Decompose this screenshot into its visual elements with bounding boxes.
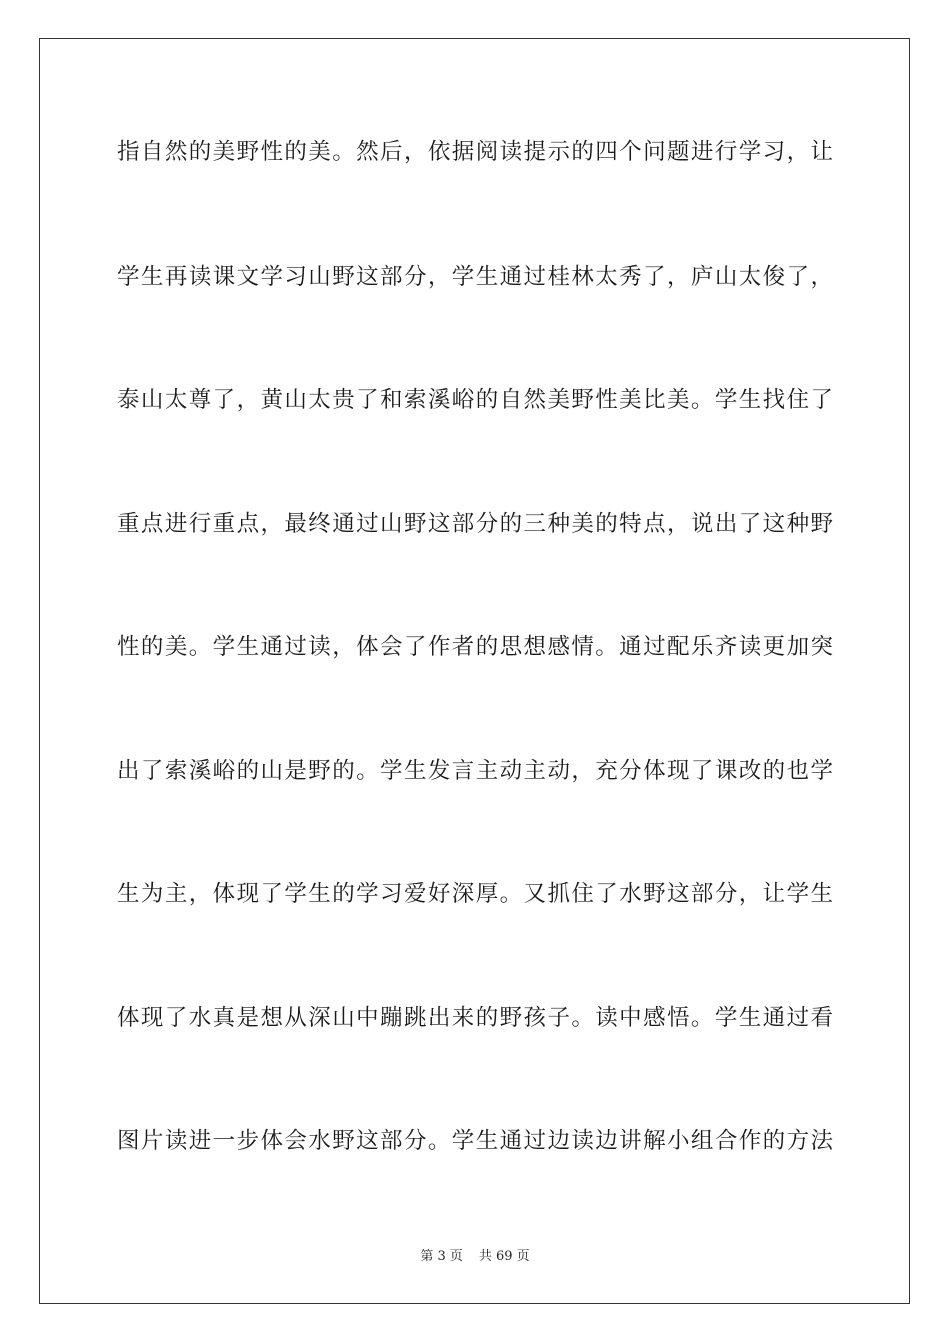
text-line: 生为主，体现了学生的学习爱好深厚。又抓住了水野这部分，让学生 [117,881,833,907]
text-line: 出了索溪峪的山是野的。学生发言主动主动，充分体现了课改的也学 [117,758,833,784]
total-pages: 共 69 页 [478,1249,530,1264]
page-number: 第 3 页 [420,1249,463,1264]
page-border [39,38,910,1304]
text-line: 指自然的美野性的美。然后，依据阅读提示的四个问题进行学习，让 [117,139,833,165]
page-footer [0,1248,950,1266]
text-line: 体现了水真是想从深山中蹦跳出来的野孩子。读中感悟。学生通过看 [117,1005,833,1031]
text-line: 图片读进一步体会水野这部分。学生通过边读边讲解小组合作的方法 [117,1128,833,1154]
text-line: 泰山太尊了，黄山太贵了和索溪峪的自然美野性美比美。学生找住了 [117,387,833,413]
text-line: 学生再读课文学习山野这部分，学生通过桂林太秀了，庐山太俊了， [117,264,833,290]
text-line: 性的美。学生通过读，体会了作者的思想感情。通过配乐齐读更加突 [117,634,833,660]
text-line: 重点进行重点，最终通过山野这部分的三种美的特点，说出了这种野 [117,511,833,537]
